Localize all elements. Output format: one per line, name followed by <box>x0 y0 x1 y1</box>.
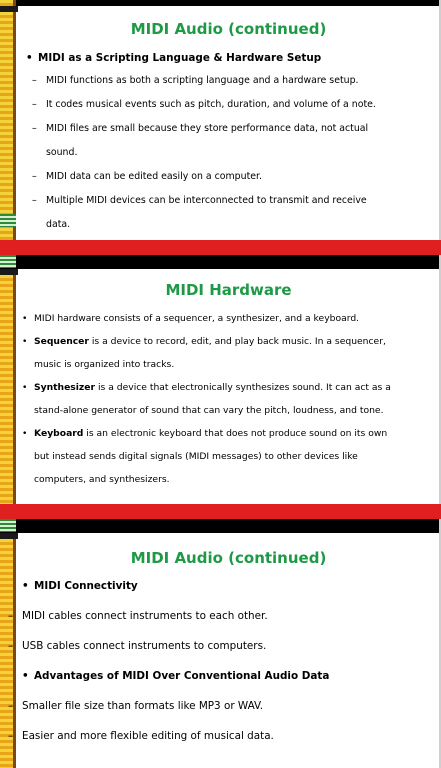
slide-title: MIDI Audio (continued) <box>130 549 327 567</box>
bullet-point: • Sequencer is a device to record, edit, and play back music. In a sequencer, music is organized into tracks. <box>22 336 427 371</box>
slide-corner-mark <box>0 6 18 12</box>
sub-point: – Smaller file size than formats like MP3 or WAV. <box>10 699 427 713</box>
sub-point: – MIDI files are small because they store performance data, not actual sound. <box>32 123 427 159</box>
sub-point: – Multiple MIDI devices can be interconnected to transmit and receive data. <box>32 195 427 231</box>
bullet-point: • MIDI Connectivity <box>22 579 427 593</box>
slide-title: MIDI Hardware <box>165 281 292 299</box>
slide-2 <box>0 255 441 519</box>
sub-point: – Easier and more flexible editing of musical data. <box>10 729 427 743</box>
slide-3 <box>0 519 441 768</box>
slide-top-border <box>0 0 441 6</box>
slide-top-border <box>0 255 441 269</box>
slide-stripe-decoration <box>0 519 16 532</box>
slide-corner-mark <box>0 269 18 275</box>
bullet-point: • Keyboard is an electronic keyboard that does not produce sound on its own but instead sends digital signals (MIDI messages) to other devices like computers, and synthesizers. <box>22 428 427 486</box>
slide-content <box>26 52 427 243</box>
slide-top-border <box>0 519 441 533</box>
sub-point: – USB cables connect instruments to computers. <box>10 639 427 653</box>
slide-content <box>22 313 427 497</box>
bullet-point: • Synthesizer is a device that electronically synthesizes sound. It can act as a stand-alone generator of sound that can vary the pitch, loudness, and tone. <box>22 382 427 417</box>
slide-content <box>22 579 427 759</box>
slide-corner-mark <box>0 533 18 539</box>
slide-left-decoration <box>0 269 16 519</box>
slide-1 <box>0 0 441 255</box>
sub-point: – MIDI functions as both a scripting language and a hardware setup. <box>32 75 427 87</box>
sub-point: – MIDI cables connect instruments to each other. <box>10 609 427 623</box>
bullet-point: • Advantages of MIDI Over Conventional Audio Data <box>22 669 427 683</box>
slide-stripe-decoration <box>0 255 16 268</box>
slide-bottom-band <box>0 504 441 519</box>
slide-bottom-band <box>0 240 441 255</box>
heading-bullet: • MIDI as a Scripting Language & Hardware Setup <box>26 52 427 64</box>
slide-stripe-decoration <box>0 214 16 227</box>
slide-title: MIDI Audio (continued) <box>130 20 327 38</box>
sub-point: – MIDI data can be edited easily on a computer. <box>32 171 427 183</box>
sub-point: – It codes musical events such as pitch, duration, and volume of a note. <box>32 99 427 111</box>
bullet-point: • MIDI hardware consists of a sequencer, a synthesizer, and a keyboard. <box>22 313 427 325</box>
